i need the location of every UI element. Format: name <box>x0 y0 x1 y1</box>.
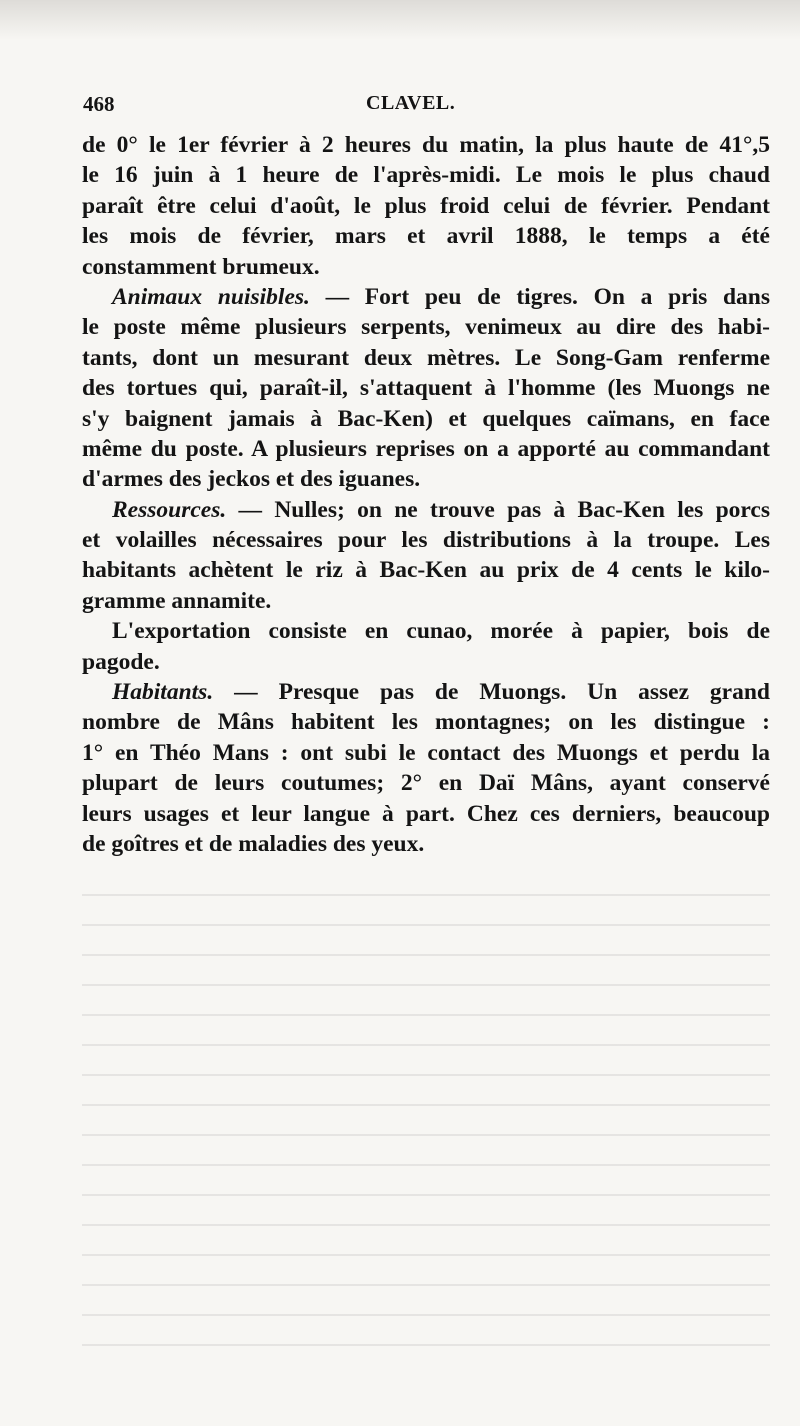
text-line: le 16 juin à 1 heure de l'après-midi. Le mois le plus chaud <box>82 162 770 189</box>
text-line: nombre de Mâns habitent les montagnes; on les distingue : <box>82 709 770 736</box>
text-line: — Fort peu de tigres. On a pris dans <box>325 283 770 310</box>
text-line: de goîtres et de maladies des yeux. <box>82 830 425 857</box>
paragraph-animaux <box>82 282 770 312</box>
page-header <box>83 92 769 122</box>
page-edge-shadow <box>0 0 800 40</box>
text-line: tants, dont un mesurant deux mètres. Le Song-Gam renferme <box>82 344 770 371</box>
text-line: et volailles nécessaires pour les distributions à la troupe. Les <box>82 527 770 554</box>
text-line: d'armes des jeckos et des iguanes. <box>82 466 421 493</box>
running-head: CLAVEL. <box>366 92 456 114</box>
paragraph-ressources <box>82 495 770 525</box>
text-line: gramme annamite. <box>82 587 272 614</box>
text-line: les mois de février, mars et avril 1888, le temps a été <box>82 223 770 250</box>
text-line: constamment brumeux. <box>82 253 320 280</box>
text-line: L'exportation consiste en cunao, morée à papier, bois de <box>112 618 770 645</box>
paragraph-habitants <box>82 677 770 707</box>
text-line: 1° en Théo Mans : ont subi le contact des Muongs et perdu la <box>82 739 770 766</box>
text-line: pagode. <box>82 648 160 675</box>
show-through-texture <box>82 880 770 1360</box>
section-heading-animaux: Animaux nuisibles. <box>112 283 310 310</box>
text-line: le poste même plusieurs serpents, venimeux au dire des habi- <box>82 314 770 341</box>
text-line: leurs usages et leur langue à part. Chez ces derniers, beaucoup <box>82 800 770 827</box>
text-line: paraît être celui d'août, le plus froid celui de février. Pendant <box>82 192 770 219</box>
text-line: même du poste. A plusieurs reprises on a apporté au commandant <box>82 435 770 462</box>
text-line: plupart de leurs coutumes; 2° en Daï Mâns, ayant conservé <box>82 770 770 797</box>
text-line: — Nulles; on ne trouve pas à Bac-Ken les porcs <box>238 496 770 523</box>
text-line: — Presque pas de Muongs. Un assez grand <box>234 679 770 706</box>
section-heading-habitants: Habitants. <box>112 679 214 706</box>
body-text <box>82 130 770 859</box>
section-heading-ressources: Ressources. <box>112 496 227 523</box>
text-line: s'y baignent jamais à Bac-Ken) et quelques caïmans, en face <box>82 405 770 432</box>
text-line: des tortues qui, paraît-il, s'attaquent à l'homme (les Muongs ne <box>82 375 770 402</box>
text-line: de 0° le 1er février à 2 heures du matin, la plus haute de 41°,5 <box>82 132 770 158</box>
page-number: 468 <box>83 92 115 116</box>
text-line: habitants achètent le riz à Bac-Ken au prix de 4 cents le kilo- <box>82 557 770 584</box>
